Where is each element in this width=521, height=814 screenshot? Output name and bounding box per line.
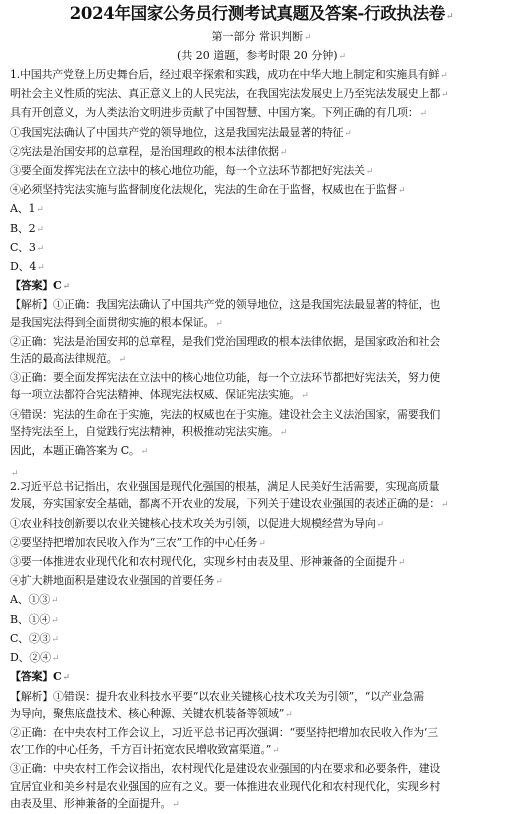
analysis-line: 是我国宪法得到全面贯彻实施的根本保证。↵ <box>10 315 223 329</box>
option-b: B、①④↵ <box>10 612 59 626</box>
statement-line: ③要全面发挥宪法在立法中的核心地位功能，每一个立法环节都把好宪法关↵ <box>10 164 374 178</box>
analysis-line: ②正确：在中央农村工作会议上，习近平总书记再次强调：“要坚持把增加农民收入作为‘三 <box>10 725 438 739</box>
statement-line: ②宪法是治国安邦的总章程，是治国理政的根本法律依据↵ <box>10 144 288 158</box>
analysis-line: 农’工作的中心任务，千方百计拓宽农民增收致富渠道。”↵ <box>10 743 280 757</box>
question-stem-line: 发展，夯实国家安全基础，都离不开农业的发展，下列关于建设农业强国的表述正确的是：↵ <box>10 497 449 511</box>
section-heading: 第一部分 常识判断↵ <box>211 30 312 43</box>
answer-line: 【答案】C↵ <box>10 279 70 293</box>
blank-line: ↵ <box>11 469 19 480</box>
analysis-line: ②正确：宪法是治国安邦的总章程，是我们党治国理政的根本法律依据，是国家政治和社会 <box>10 334 440 348</box>
question-stem-line: 2.习近平总书记指出，农业强国是现代化强国的根基，满足人民美好生活需要，实现高质量 <box>10 480 440 494</box>
statement-line: ②要坚持把增加农民收入作为“三农”工作的中心任务↵ <box>10 535 266 549</box>
statement-line: ①我国宪法确认了中国共产党的领导地位，这是我国宪法最显著的特征↵ <box>10 125 352 139</box>
analysis-line: 【解析】①正确：我国宪法确认了中国共产党的领导地位，这是我国宪法最显著的特征，也 <box>10 298 440 312</box>
statement-line: ④必须坚持宪法实施与监督制度化法规化，宪法的生命在于监督，权威也在于监督↵ <box>10 183 406 197</box>
analysis-line: ③正确：要全面发挥宪法在立法中的核心地位功能，每一个立法环节都把好宪法关，努力使 <box>10 371 440 385</box>
analysis-line: 坚持宪法至上，自觉践行宪法精神，积极推动宪法实施。↵ <box>10 424 288 438</box>
statement-line: ③要一体推进农业现代化和农村现代化，实现乡村由表及里、形神兼备的全面提升↵ <box>10 555 406 569</box>
statement-line: ④扩大耕地面积是建设农业强国的首要任务↵ <box>10 574 223 588</box>
analysis-line: 由表及里、形神兼备的全面提升。↵ <box>10 796 180 810</box>
option-a: A、1↵ <box>10 202 44 216</box>
option-c: C、3↵ <box>10 240 44 254</box>
analysis-line: 宜居宜业和美乡村是农业强国的应有之义。要一体推进农业现代化和农村现代化，实现乡村 <box>10 779 440 793</box>
section-note: (共 20 道题，参考时限 20 分钟)↵ <box>176 49 347 62</box>
analysis-line: 每一项立法都符合宪法精神、体现宪法权威、保证宪法实施。↵ <box>10 388 309 402</box>
option-a: A、①③↵ <box>10 593 59 607</box>
question-1 <box>10 66 513 461</box>
question-2 <box>10 478 513 814</box>
analysis-line: ③正确：中央农村工作会议指出，农村现代化是建设农业强国的内在要求和必要条件，建设 <box>10 762 440 776</box>
analysis-line: 【解析】①错误：提升农业科技水平要“以农业关键核心技术攻关为引领”，“以产业急需 <box>10 689 424 703</box>
answer-line: 【答案】C↵ <box>10 670 70 684</box>
option-d: D、②④↵ <box>10 651 60 665</box>
option-b: B、2↵ <box>10 221 44 235</box>
document-title: 2024年国家公务员行测考试真题及答案-行政执法卷↵ <box>69 4 454 23</box>
question-stem-line: 具有开创意义，为人类法治文明进步贡献了中国智慧、中国方案。下列正确的有几项：↵ <box>10 106 427 120</box>
analysis-line: 因此，本题正确答案为 C。↵ <box>10 444 148 458</box>
statement-line: ①农业科技创新要以农业关键核心技术攻关为引领，以促进大规模经营为导向↵ <box>10 516 384 530</box>
question-stem-line: 1.中国共产党登上历史舞台后，经过艰辛探索和实践，成功在中华大地上制定和实施具有鲜↵ <box>10 68 448 81</box>
analysis-line: 为导向，聚焦底盘技术、核心种源、关键农机装备等领域”↵ <box>10 706 293 720</box>
question-stem-line: 明社会主义性质的宪法、真正意义上的人民宪法，在我国宪法发展史上乃至宪法发展史上都↵ <box>10 87 449 101</box>
analysis-line: 生活的最高法律规范。↵ <box>10 352 126 366</box>
option-d: D、4↵ <box>10 260 45 274</box>
option-c: C、②③↵ <box>10 631 59 645</box>
analysis-line: ④错误：宪法的生命在于实施，宪法的权威也在于实施。建设社会主义法治国家，需要我们 <box>10 407 440 421</box>
